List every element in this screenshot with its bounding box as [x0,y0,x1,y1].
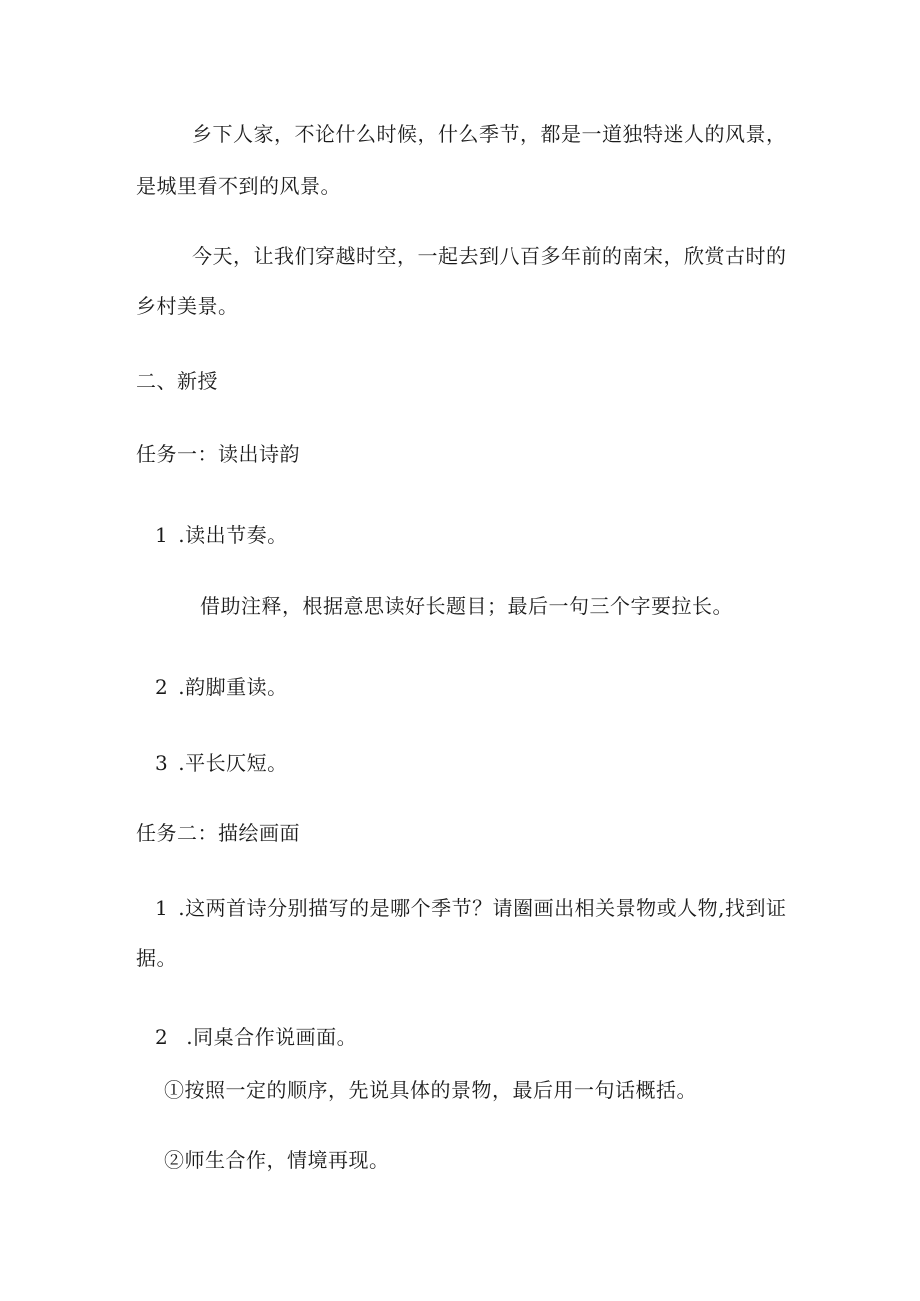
intro-paragraph-1-line-2: 是城里看不到的风景。 [136,174,341,198]
task2-item-1-text: .这两首诗分别描写的是哪个季节？请圈画出相关景物或人物,找到证 [178,896,787,920]
intro-paragraph-2-line-1: 今天，让我们穿越时空，一起去到八百多年前的南宋，欣赏古时的 [192,244,787,268]
task2-heading: 任务二：描绘画面 [136,821,300,845]
task1-item-3-number: 3 [155,751,169,775]
task1-heading: 任务一：读出诗韵 [136,442,300,466]
task1-item-1-note: 借助注释，根据意思读好长题目；最后一句三个字要拉长。 [200,594,733,618]
task2-sub-item-1: ①按照一定的顺序，先说具体的景物，最后用一句话概括。 [164,1078,697,1102]
task2-item-2 [155,1025,357,1049]
task2-item-1-number: 1 [155,896,169,920]
task1-item-3 [155,751,288,775]
task1-item-2-text: .韵脚重读。 [178,675,288,699]
task1-item-1-text: .读出节奏。 [178,523,288,547]
task1-item-2 [155,675,288,699]
task2-item-2-text: .同桌合作说画面。 [186,1025,358,1049]
intro-paragraph-2-line-2: 乡村美景。 [136,294,239,318]
task2-item-1-line-2: 据。 [136,946,177,970]
task2-sub-item-2: ②师生合作，情境再现。 [164,1148,390,1172]
task2-item-1-line-1 [155,896,786,920]
task1-item-1 [155,523,288,547]
task1-item-3-text: .平长仄短。 [178,751,288,775]
intro-paragraph-1-line-1: 乡下人家，不论什么时候，什么季节，都是一道独特迷人的风景， [192,122,787,146]
section-heading: 二、新授 [136,369,218,393]
task2-item-2-number: 2 [155,1025,169,1049]
task1-item-2-number: 2 [155,675,169,699]
task1-item-1-number: 1 [155,523,169,547]
